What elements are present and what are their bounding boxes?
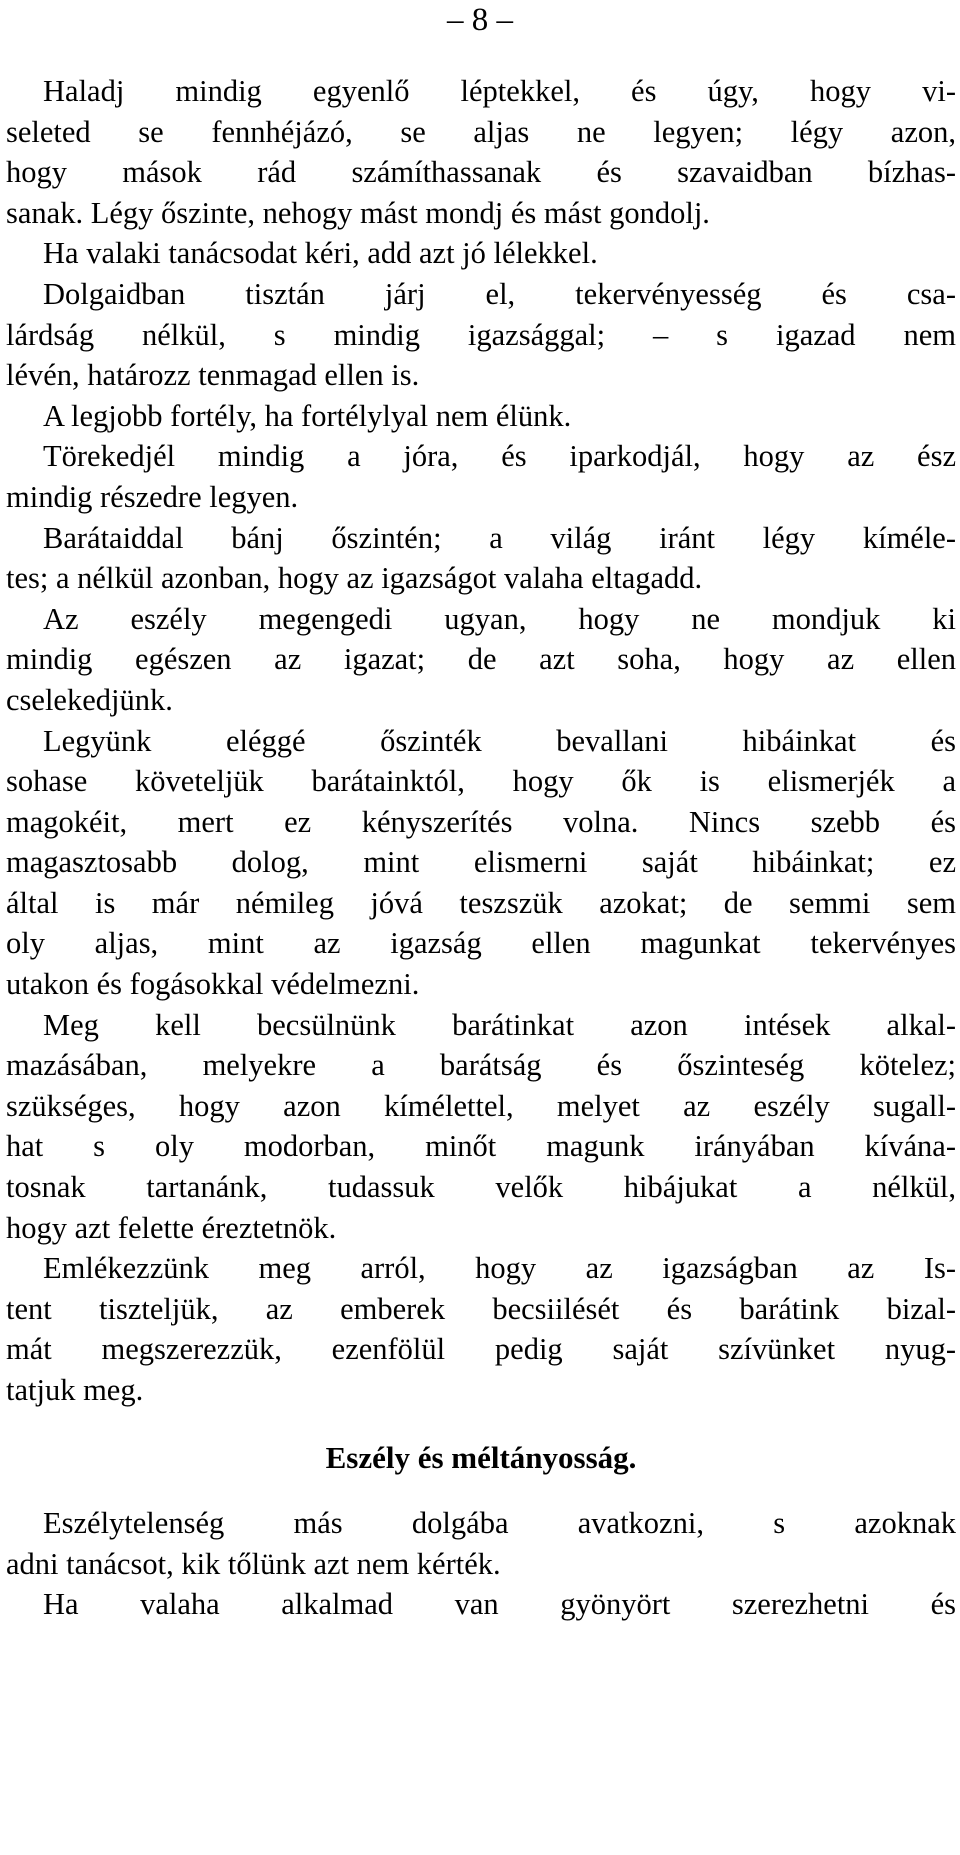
text-line: sanak. Légy őszinte, nehogy mást mondj és mást gondolj. [6, 195, 710, 230]
paragraph [6, 436, 956, 517]
text-line: mindig egészen az igazat; de azt soha, hogy az ellen [6, 642, 956, 677]
text-line: lárdság nélkül, s mindig igazsággal; – s igazad nem [6, 317, 956, 352]
text-line: Eszélytelenség más dolgába avatkozni, s azoknak [43, 1506, 956, 1541]
paragraph [6, 233, 956, 274]
paragraph [6, 1503, 956, 1584]
text-line: Haladj mindig egyenlő léptekkel, és úgy, hogy vi- [43, 74, 956, 108]
text-line: magasztosabb dolog, mint elismerni saját hibáinkat; ez [6, 845, 956, 880]
text-line: cselekedjünk. [6, 682, 173, 717]
text-line: A legjobb fortély, ha fortélylyal nem élünk. [43, 398, 572, 433]
text-line: Legyünk eléggé őszinték bevallani hibáinkat és [43, 723, 956, 758]
text-line: tent tiszteljük, az emberek becsiilését és barátink bizal- [6, 1291, 956, 1326]
paragraph [6, 721, 956, 1005]
paragraph [6, 71, 956, 233]
text-line: utakon és fogásokkal védelmezni. [6, 967, 420, 1002]
text-line: Törekedjél mindig a jóra, és iparkodjál, hogy az ész [43, 439, 956, 474]
paragraph [6, 1584, 956, 1625]
paragraph [6, 1005, 956, 1249]
text-line: Barátaiddal bánj őszintén; a világ iránt légy kímélе- [43, 520, 956, 555]
text-line: Ha valaha alkalmad van gyönyört szerezhetni és [43, 1587, 956, 1622]
body-text [6, 71, 956, 1625]
text-line: tatjuk meg. [6, 1373, 144, 1407]
paragraph [6, 274, 956, 396]
text-line: hogy azt felette éreztetnök. [6, 1210, 337, 1245]
text-line: által is már némileg jóvá teszszük azokat; de semmi sem [6, 885, 956, 920]
text-line: seleted se fennhéjázó, se aljas ne legyen; légy azon, [6, 114, 956, 149]
paragraph [6, 599, 956, 721]
text-line: mazásában, melyekre a barátság és őszinteség kötelez; [6, 1048, 956, 1083]
text-line: tes; a nélkül azonban, hogy az igazságot valaha eltagadd. [6, 561, 703, 596]
text-line: adni tanácsot, kik tőlünk azt nem kérték. [6, 1546, 501, 1581]
text-line: hat s oly modorban, minőt magunk irányában kívána- [6, 1129, 956, 1164]
text-line: Ha valaki tanácsodat kéri, add azt jó lélekkel. [43, 236, 598, 271]
text-line: oly aljas, mint az igazság ellen magunkat tekervényes [6, 926, 956, 961]
text-line: magokéit, mert ez kényszerítés volna. Nincs szebb és [6, 804, 956, 839]
text-line: lévén, határozz tenmagad ellen is. [6, 358, 420, 393]
text-line: Emlékezzünk meg arról, hogy az igazságban az Is- [43, 1251, 956, 1286]
text-line: szükséges, hogy azon kímélettel, melyet az eszély sugall- [6, 1088, 956, 1123]
text-line: Dolgaidban tisztán járj el, tekervényesség és csa- [43, 276, 956, 311]
text-line: mindig részedre legyen. [6, 479, 299, 514]
section-heading: Eszély és méltányosság. [325, 1439, 637, 1475]
text-line: Az eszély megengedi ugyan, hogy ne mondjuk ki [43, 601, 956, 636]
paragraph [6, 396, 956, 437]
text-line: tosnak tartanánk, tudassuk velők hibájukat a nélkül, [6, 1170, 956, 1205]
paragraph [6, 518, 956, 599]
text-line: sohase követeljük barátainktól, hogy ők is elismerjék a [6, 764, 956, 799]
page-number: – 8 – [447, 2, 513, 38]
paragraph [6, 1248, 956, 1410]
text-line: mát megszerezzük, ezenfölül pedig saját szívünket nyug- [6, 1332, 956, 1367]
text-line: Meg kell becsülnünk barátinkat azon intések alkal- [43, 1007, 956, 1042]
text-line: hogy mások rád számíthassanak és szavaidban bízhas- [6, 155, 956, 190]
